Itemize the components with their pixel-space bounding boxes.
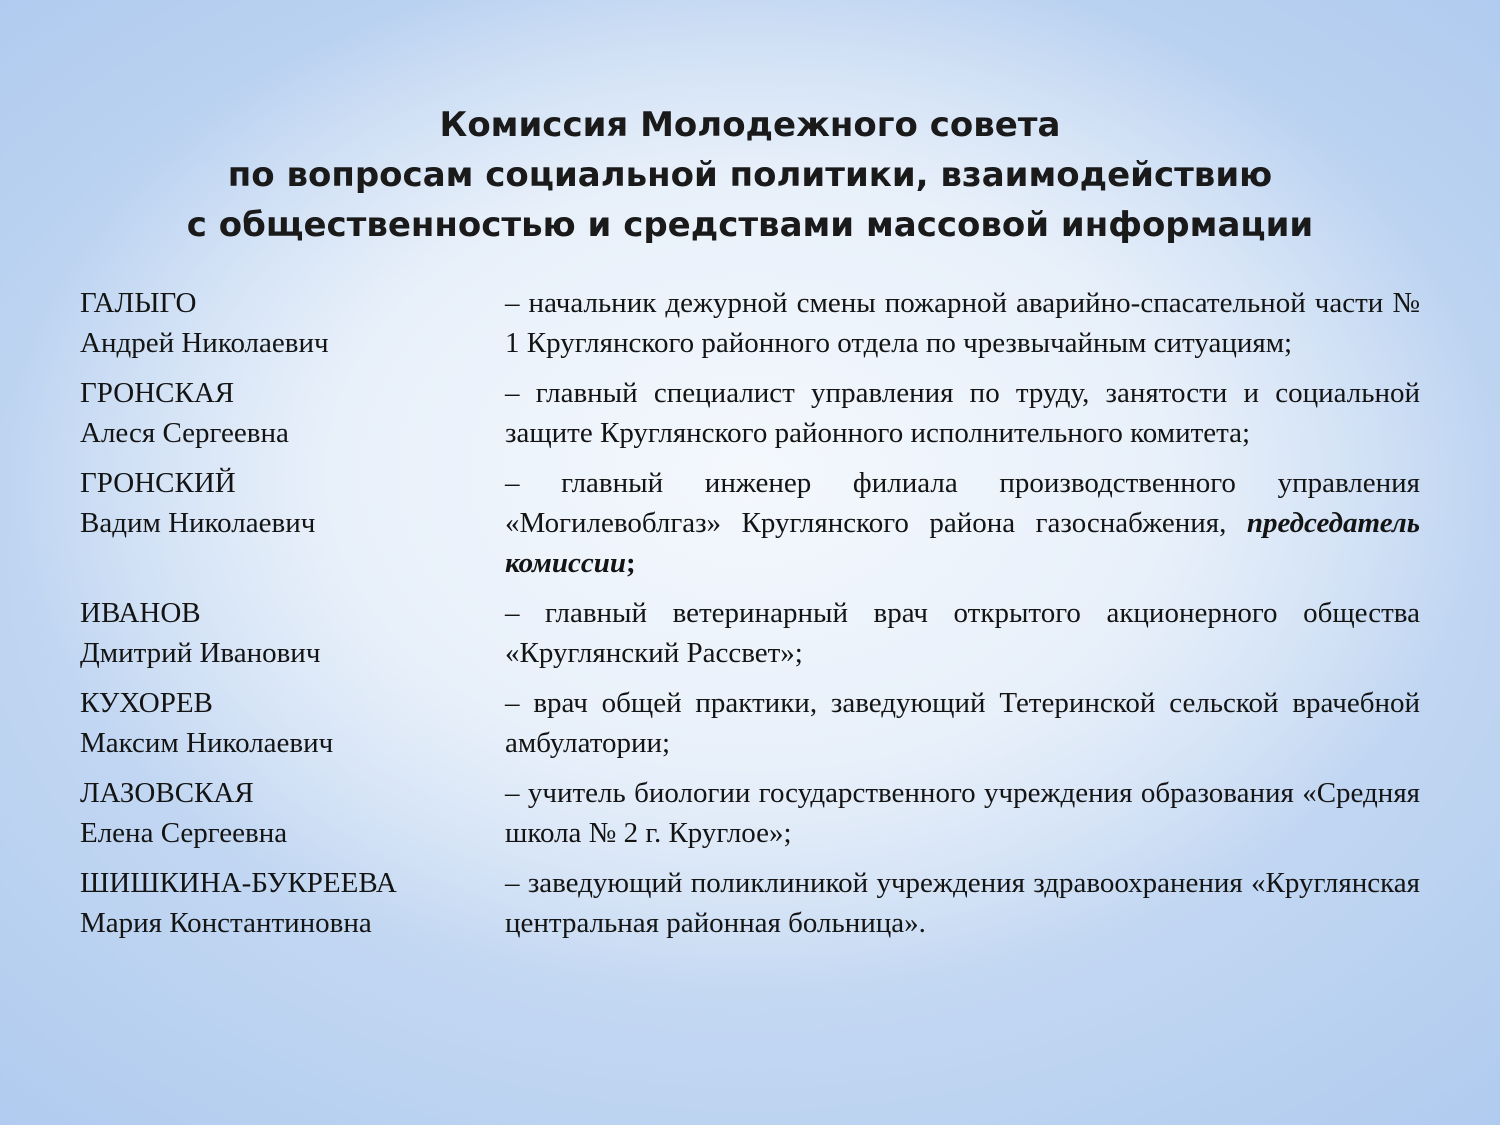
member-role: председатель комиссии: [505, 507, 1421, 579]
member-name: [80, 863, 505, 943]
member-given-name: Елена Сергеевна: [80, 817, 288, 849]
member-given-name: Максим Николаевич: [80, 727, 334, 759]
member-row: [80, 283, 1420, 363]
page-title: [0, 100, 1500, 250]
member-description: – врач общей практики, заведующий Тетеринской сельской врачебной амбулатории;: [505, 687, 1420, 759]
member-description: – учитель биологии государственного учреждения образования «Средняя школа № 2 г. Круглое»;: [505, 777, 1420, 849]
title-line-3: с общественностью и средствами массовой информации: [186, 205, 1314, 245]
member-surname: ШИШКИНА-БУКРЕЕВА: [80, 867, 397, 899]
member-surname: ГРОНСКАЯ: [80, 377, 235, 409]
member-name: [80, 593, 505, 673]
member-given-name: Мария Константиновна: [80, 907, 372, 939]
member-row: [80, 463, 1420, 583]
member-row: [80, 593, 1420, 673]
member-name: [80, 373, 505, 453]
members-list: [80, 283, 1420, 953]
member-description: – главный ветеринарный врач открытого акционерного общества «Круглянский Рассвет»;: [505, 597, 1420, 669]
member-given-name: Дмитрий Иванович: [80, 637, 321, 669]
member-given-name: Андрей Николаевич: [80, 327, 329, 359]
member-row: [80, 773, 1420, 853]
member-name: [80, 463, 505, 583]
member-given-name: Вадим Николаевич: [80, 507, 316, 539]
title-line-1: Комиссия Молодежного совета: [439, 105, 1061, 145]
member-surname: ЛАЗОВСКАЯ: [80, 777, 254, 809]
member-role-suffix: ;: [625, 547, 636, 579]
title-line-2: по вопросам социальной политики, взаимодействию: [227, 155, 1273, 195]
member-name: [80, 773, 505, 853]
member-row: [80, 863, 1420, 943]
member-given-name: Алеся Сергеевна: [80, 417, 289, 449]
member-surname: КУХОРЕВ: [80, 687, 213, 719]
member-description: – начальник дежурной смены пожарной аварийно-спасательной части № 1 Круглянского районного отдела по чрезвычайным ситуациям;: [505, 287, 1420, 359]
member-name: [80, 283, 505, 363]
member-description: – главный специалист управления по труду, занятости и социальной защите Круглянского районного исполнительного комитета;: [505, 377, 1420, 449]
member-description: – заведующий поликлиникой учреждения здравоохранения «Круглянская центральная районная больница».: [505, 867, 1420, 939]
member-description: [505, 463, 1420, 583]
member-surname: ГРОНСКИЙ: [80, 467, 236, 499]
member-name: [80, 683, 505, 763]
member-row: [80, 683, 1420, 763]
member-row: [80, 373, 1420, 453]
member-surname: ИВАНОВ: [80, 597, 201, 629]
member-surname: ГАЛЫГО: [80, 287, 197, 319]
member-description-text: – главный инженер филиала производственного управления «Могилевоблгаз» Круглянского района газоснабжения,: [505, 467, 1420, 539]
